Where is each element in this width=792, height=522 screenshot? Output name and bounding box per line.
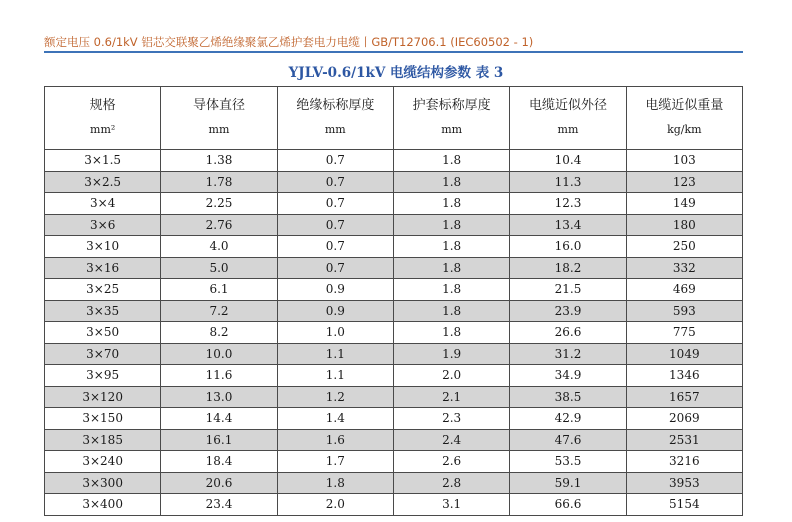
table-cell: 3×16 — [45, 257, 161, 279]
table-cell: 1346 — [626, 365, 742, 387]
table-row — [45, 193, 743, 215]
table-cell: 38.5 — [510, 386, 626, 408]
table-cell: 1.8 — [393, 193, 509, 215]
table-row — [45, 171, 743, 193]
table-cell: 0.7 — [277, 193, 393, 215]
table-cell: 469 — [626, 279, 742, 301]
table-cell: 13.0 — [161, 386, 277, 408]
table-cell: 0.7 — [277, 257, 393, 279]
table-cell: 10.4 — [510, 150, 626, 172]
table-row — [45, 451, 743, 473]
document-header: 额定电压 0.6/1kV 铝芯交联聚乙烯绝缘聚氯乙烯护套电力电缆丨GB/T12706.1 (IEC60502 - 1) — [44, 35, 534, 49]
table-cell: 0.7 — [277, 214, 393, 236]
table-cell: 3×120 — [45, 386, 161, 408]
table-cell: 3×50 — [45, 322, 161, 344]
table-cell: 1.6 — [277, 429, 393, 451]
table-cell: 2.3 — [393, 408, 509, 430]
table-cell: 103 — [626, 150, 742, 172]
column-header: 绝缘标称厚度 mm — [277, 87, 393, 150]
table-row — [45, 386, 743, 408]
table-cell: 3×1.5 — [45, 150, 161, 172]
table-cell: 1.8 — [393, 214, 509, 236]
table-cell: 42.9 — [510, 408, 626, 430]
table-row — [45, 300, 743, 322]
table-cell: 1.1 — [277, 365, 393, 387]
table-cell: 180 — [626, 214, 742, 236]
table-cell: 34.9 — [510, 365, 626, 387]
table-cell: 1657 — [626, 386, 742, 408]
table-cell: 2069 — [626, 408, 742, 430]
table-cell: 3×150 — [45, 408, 161, 430]
table-cell: 593 — [626, 300, 742, 322]
table-cell: 2.6 — [393, 451, 509, 473]
table-cell: 11.3 — [510, 171, 626, 193]
table-cell: 2.4 — [393, 429, 509, 451]
table-cell: 3.1 — [393, 494, 509, 516]
column-header: 规格 mm² — [45, 87, 161, 150]
table-cell: 14.4 — [161, 408, 277, 430]
cable-spec-table — [44, 86, 743, 516]
column-header: 导体直径 mm — [161, 87, 277, 150]
table-cell: 1.7 — [277, 451, 393, 473]
table-cell: 1.8 — [393, 236, 509, 258]
column-header: 电缆近似重量 kg/km — [626, 87, 742, 150]
table-cell: 6.1 — [161, 279, 277, 301]
table-cell: 1.38 — [161, 150, 277, 172]
table-cell: 1.8 — [393, 257, 509, 279]
table-row — [45, 257, 743, 279]
table-row — [45, 408, 743, 430]
column-header: 电缆近似外径 mm — [510, 87, 626, 150]
table-header-row — [45, 87, 743, 150]
table-cell: 0.7 — [277, 150, 393, 172]
table-cell: 1049 — [626, 343, 742, 365]
table-title: YJLV-0.6/1kV 电缆结构参数 表 3 — [288, 65, 504, 81]
table-cell: 66.6 — [510, 494, 626, 516]
table-cell: 21.5 — [510, 279, 626, 301]
table-cell: 2.1 — [393, 386, 509, 408]
table-cell: 332 — [626, 257, 742, 279]
table-cell: 1.2 — [277, 386, 393, 408]
table-cell: 775 — [626, 322, 742, 344]
table-cell: 3×400 — [45, 494, 161, 516]
table-row — [45, 279, 743, 301]
column-header: 护套标称厚度 mm — [393, 87, 509, 150]
table-cell: 3×95 — [45, 365, 161, 387]
table-cell: 3×25 — [45, 279, 161, 301]
table-cell: 0.9 — [277, 300, 393, 322]
table-row — [45, 494, 743, 516]
table-cell: 4.0 — [161, 236, 277, 258]
table-cell: 20.6 — [161, 472, 277, 494]
table-row — [45, 214, 743, 236]
table-row — [45, 150, 743, 172]
table-cell: 2.8 — [393, 472, 509, 494]
table-cell: 2531 — [626, 429, 742, 451]
table-cell: 0.7 — [277, 171, 393, 193]
table-body — [45, 150, 743, 516]
table-cell: 1.78 — [161, 171, 277, 193]
table-cell: 1.9 — [393, 343, 509, 365]
header-divider — [44, 51, 743, 53]
table-cell: 10.0 — [161, 343, 277, 365]
table-cell: 123 — [626, 171, 742, 193]
table-cell: 3×240 — [45, 451, 161, 473]
table-cell: 2.76 — [161, 214, 277, 236]
table-row — [45, 322, 743, 344]
table-cell: 149 — [626, 193, 742, 215]
table-cell: 2.0 — [393, 365, 509, 387]
table-cell: 250 — [626, 236, 742, 258]
table-cell: 1.4 — [277, 408, 393, 430]
table-cell: 8.2 — [161, 322, 277, 344]
table-cell: 16.0 — [510, 236, 626, 258]
table-cell: 13.4 — [510, 214, 626, 236]
table-cell: 1.8 — [393, 322, 509, 344]
table-cell: 3×6 — [45, 214, 161, 236]
table-cell: 1.8 — [393, 300, 509, 322]
table-cell: 47.6 — [510, 429, 626, 451]
table-cell: 53.5 — [510, 451, 626, 473]
table-row — [45, 365, 743, 387]
table-cell: 11.6 — [161, 365, 277, 387]
table-cell: 1.1 — [277, 343, 393, 365]
table-cell: 1.0 — [277, 322, 393, 344]
table-cell: 3×4 — [45, 193, 161, 215]
table-cell: 18.2 — [510, 257, 626, 279]
table-cell: 59.1 — [510, 472, 626, 494]
table-cell: 18.4 — [161, 451, 277, 473]
table-cell: 1.8 — [393, 279, 509, 301]
table-cell: 23.4 — [161, 494, 277, 516]
table-row — [45, 472, 743, 494]
table-cell: 5154 — [626, 494, 742, 516]
table-cell: 16.1 — [161, 429, 277, 451]
table-cell: 1.8 — [277, 472, 393, 494]
table-cell: 7.2 — [161, 300, 277, 322]
table-cell: 26.6 — [510, 322, 626, 344]
table-cell: 2.25 — [161, 193, 277, 215]
table-cell: 2.0 — [277, 494, 393, 516]
table-cell: 3×35 — [45, 300, 161, 322]
table-cell: 3×2.5 — [45, 171, 161, 193]
table-cell: 0.7 — [277, 236, 393, 258]
table-cell: 0.9 — [277, 279, 393, 301]
table-cell: 12.3 — [510, 193, 626, 215]
table-cell: 23.9 — [510, 300, 626, 322]
table-row — [45, 343, 743, 365]
table-row — [45, 236, 743, 258]
table-row — [45, 429, 743, 451]
table-cell: 3953 — [626, 472, 742, 494]
table-cell: 3×10 — [45, 236, 161, 258]
table-cell: 3×185 — [45, 429, 161, 451]
table-cell: 3×300 — [45, 472, 161, 494]
table-cell: 3216 — [626, 451, 742, 473]
table-cell: 1.8 — [393, 150, 509, 172]
table-cell: 5.0 — [161, 257, 277, 279]
table-cell: 3×70 — [45, 343, 161, 365]
table-cell: 31.2 — [510, 343, 626, 365]
table-cell: 1.8 — [393, 171, 509, 193]
